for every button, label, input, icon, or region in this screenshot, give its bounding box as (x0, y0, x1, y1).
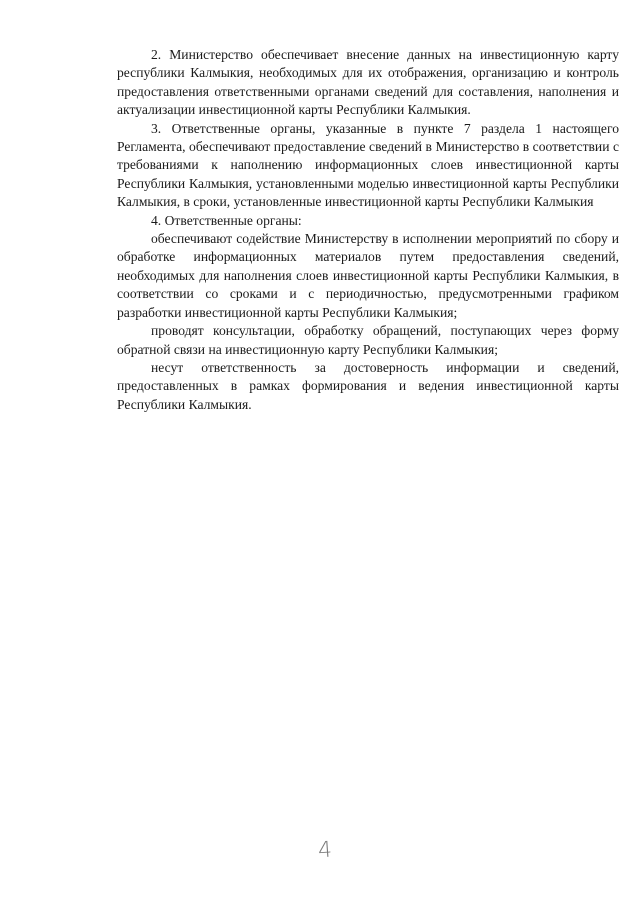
paragraph-duty-assistance: обеспечивают содействие Министерству в исполнении мероприятий по сбору и обработке информационных материалов путем предоставления сведений, необходимых для наполнения слоев инвестиционной карты Республики Калмыкия, в соответствии со сроками и с периодичностью, предусмотренными графиком разработки инвестиционной карты Республики Калмыкия; (117, 231, 619, 320)
paragraph-duty-responsibility: несут ответственность за достоверность информации и сведений, предоставленных в рамках формирования и ведения инвестиционной карты Республики Калмыкия. (117, 359, 619, 412)
page-number: 4 (317, 837, 333, 864)
paragraph-item-3: 3. Ответственные органы, указанные в пункте 7 раздела 1 настоящего Регламента, обеспечивают предоставление сведений в Министерство в соответствии с требованиями к наполнению информационных слоев инвестиционной карты Республики Калмыкия, установленными моделью инвестиционной карты Республики Калмыкия, в сроки, установленные инвестиционной карты Республики Калмыкия (117, 120, 619, 210)
paragraph-item-4-heading: 4. Ответственные органы: (151, 212, 302, 228)
document-body (117, 46, 619, 414)
paragraph-item-2: 2. Министерство обеспечивает внесение данных на инвестиционную карту республики Калмыкия, необходимых для их отображения, организацию и контроль предоставления ответственными органами сведений для составления, наполнения и актуализации инвестиционной карты Республики Калмыкия. (117, 47, 619, 118)
paragraph-duty-consultations: проводят консультации, обработку обращений, поступающих через форму обратной связи на инвестиционную карту Республики Калмыкия; (117, 323, 619, 357)
